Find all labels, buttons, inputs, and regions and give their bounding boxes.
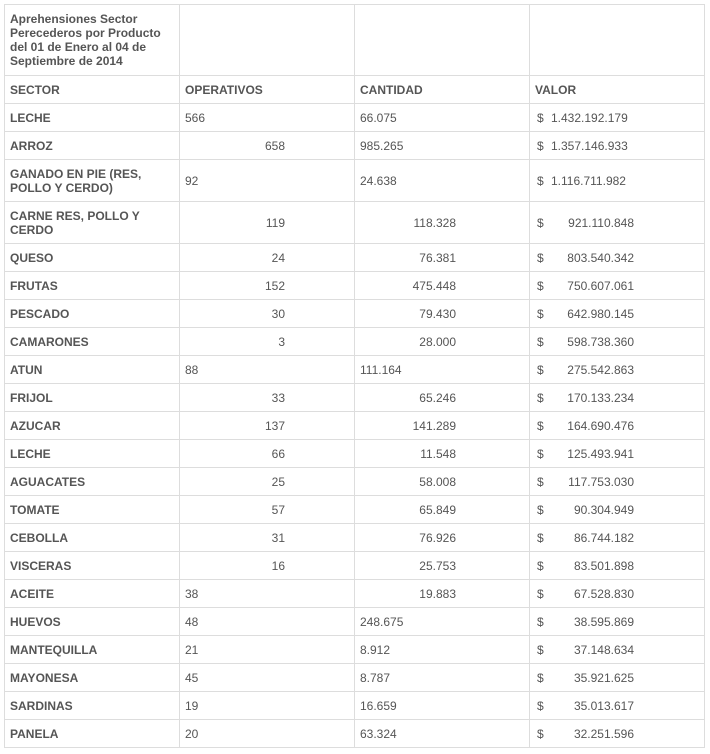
- valor-amount: 1.432.192.179: [551, 110, 628, 125]
- valor-amount: 598.738.360: [567, 334, 634, 349]
- currency-symbol: $: [537, 474, 544, 489]
- table-row: [5, 496, 705, 524]
- currency-symbol: $: [537, 558, 544, 573]
- sector-cell: TOMATE: [5, 496, 180, 524]
- table-row: [5, 384, 705, 412]
- valor-amount: 86.744.182: [573, 530, 634, 545]
- cantidad-cell: 79.430: [355, 300, 530, 328]
- valor-amount: 642.980.145: [567, 306, 634, 321]
- cantidad-cell: 248.675: [355, 608, 530, 636]
- sector-cell: ACEITE: [5, 580, 180, 608]
- valor-cell: [530, 132, 705, 160]
- cantidad-cell: 118.328: [355, 202, 530, 244]
- valor-amount: 32.251.596: [573, 726, 634, 741]
- table-title: Aprehensiones Sector Perecederos por Producto del 01 de Enero al 04 de Septiembre de 2014: [10, 12, 161, 68]
- valor-amount: 1.357.146.933: [551, 138, 628, 153]
- operativos-cell: 21: [180, 636, 355, 664]
- cantidad-cell: 475.448: [355, 272, 530, 300]
- cantidad-cell: 111.164: [355, 356, 530, 384]
- operativos-cell: 25: [180, 468, 355, 496]
- currency-symbol: $: [537, 390, 544, 405]
- currency-symbol: $: [537, 642, 544, 657]
- table-row: [5, 468, 705, 496]
- table-row: [5, 202, 705, 244]
- valor-amount: 1.116.711.982: [551, 173, 626, 188]
- valor-cell: [530, 384, 705, 412]
- valor-amount: 750.607.061: [567, 278, 634, 293]
- sector-cell: FRUTAS: [5, 272, 180, 300]
- table-row: [5, 300, 705, 328]
- valor-cell: [530, 692, 705, 720]
- sector-cell: AGUACATES: [5, 468, 180, 496]
- operativos-cell: 45: [180, 664, 355, 692]
- cantidad-cell: 25.753: [355, 552, 530, 580]
- title-row: [5, 5, 705, 76]
- sector-cell: AZUCAR: [5, 412, 180, 440]
- table-row: [5, 636, 705, 664]
- cantidad-cell: 985.265: [355, 132, 530, 160]
- sector-cell: QUESO: [5, 244, 180, 272]
- currency-symbol: $: [537, 306, 544, 321]
- currency-symbol: $: [537, 586, 544, 601]
- cantidad-cell: 24.638: [355, 160, 530, 202]
- table-row: [5, 720, 705, 748]
- valor-amount: 170.133.234: [567, 390, 634, 405]
- operativos-cell: 3: [180, 328, 355, 356]
- valor-cell: [530, 608, 705, 636]
- table-row: [5, 412, 705, 440]
- cantidad-cell: 76.926: [355, 524, 530, 552]
- valor-cell: [530, 328, 705, 356]
- sector-cell: FRIJOL: [5, 384, 180, 412]
- currency-symbol: $: [537, 502, 544, 517]
- table-row: [5, 272, 705, 300]
- sector-cell: MAYONESA: [5, 664, 180, 692]
- valor-cell: [530, 104, 705, 132]
- currency-symbol: $: [537, 334, 544, 349]
- valor-amount: 38.595.869: [573, 614, 634, 629]
- valor-amount: 117.753.030: [568, 474, 634, 489]
- currency-symbol: $: [537, 530, 544, 545]
- currency-symbol: $: [537, 670, 544, 685]
- sector-cell: MANTEQUILLA: [5, 636, 180, 664]
- cantidad-cell: 8.912: [355, 636, 530, 664]
- operativos-cell: 19: [180, 692, 355, 720]
- valor-cell: [530, 496, 705, 524]
- table-title-cell: [5, 5, 180, 76]
- operativos-cell: 38: [180, 580, 355, 608]
- valor-cell: [530, 664, 705, 692]
- operativos-cell: 20: [180, 720, 355, 748]
- empty-title-cell: [530, 5, 705, 76]
- sector-cell: VISCERAS: [5, 552, 180, 580]
- operativos-cell: 66: [180, 440, 355, 468]
- empty-title-cell: [180, 5, 355, 76]
- cantidad-cell: 65.246: [355, 384, 530, 412]
- table-row: [5, 440, 705, 468]
- valor-cell: [530, 468, 705, 496]
- cantidad-cell: 11.548: [355, 440, 530, 468]
- valor-cell: [530, 524, 705, 552]
- table-row: [5, 356, 705, 384]
- currency-symbol: $: [537, 362, 544, 377]
- table-row: [5, 580, 705, 608]
- currency-symbol: $: [537, 726, 544, 741]
- operativos-cell: 24: [180, 244, 355, 272]
- operativos-cell: 658: [180, 132, 355, 160]
- valor-amount: 90.304.949: [573, 502, 634, 517]
- valor-cell: [530, 202, 705, 244]
- cantidad-cell: 66.075: [355, 104, 530, 132]
- operativos-cell: 137: [180, 412, 355, 440]
- operativos-cell: 92: [180, 160, 355, 202]
- valor-cell: [530, 636, 705, 664]
- valor-amount: 83.501.898: [573, 558, 634, 573]
- operativos-cell: 30: [180, 300, 355, 328]
- sector-cell: CARNE RES, POLLO Y CERDO: [5, 202, 180, 244]
- operativos-cell: 88: [180, 356, 355, 384]
- table-row: [5, 328, 705, 356]
- valor-cell: [530, 552, 705, 580]
- valor-cell: [530, 440, 705, 468]
- operativos-cell: 57: [180, 496, 355, 524]
- table-row: [5, 552, 705, 580]
- cantidad-cell: 76.381: [355, 244, 530, 272]
- cantidad-cell: 16.659: [355, 692, 530, 720]
- valor-cell: [530, 412, 705, 440]
- operativos-cell: 33: [180, 384, 355, 412]
- sector-cell: ARROZ: [5, 132, 180, 160]
- valor-cell: [530, 356, 705, 384]
- table-row: [5, 132, 705, 160]
- cantidad-cell: 8.787: [355, 664, 530, 692]
- currency-symbol: $: [537, 614, 544, 629]
- sector-cell: SARDINAS: [5, 692, 180, 720]
- table-row: [5, 692, 705, 720]
- table-row: [5, 244, 705, 272]
- currency-symbol: $: [537, 138, 544, 153]
- valor-cell: [530, 300, 705, 328]
- valor-amount: 35.013.617: [573, 698, 634, 713]
- header-row: [5, 76, 705, 104]
- currency-symbol: $: [537, 250, 544, 265]
- sector-cell: ATUN: [5, 356, 180, 384]
- cantidad-cell: 65.849: [355, 496, 530, 524]
- valor-amount: 67.528.830: [573, 586, 634, 601]
- valor-amount: 275.542.863: [567, 362, 634, 377]
- sector-cell: HUEVOS: [5, 608, 180, 636]
- cantidad-cell: 63.324: [355, 720, 530, 748]
- header-sector: SECTOR: [5, 76, 180, 104]
- table-row: [5, 104, 705, 132]
- operativos-cell: 119: [180, 202, 355, 244]
- valor-amount: 37.148.634: [573, 642, 634, 657]
- valor-amount: 35.921.625: [573, 670, 634, 685]
- sector-cell: PANELA: [5, 720, 180, 748]
- operativos-cell: 152: [180, 272, 355, 300]
- cantidad-cell: 141.289: [355, 412, 530, 440]
- operativos-cell: 566: [180, 104, 355, 132]
- valor-cell: [530, 580, 705, 608]
- aprehensiones-table: [4, 4, 705, 748]
- sector-cell: CAMARONES: [5, 328, 180, 356]
- table-row: [5, 608, 705, 636]
- valor-cell: [530, 720, 705, 748]
- cantidad-cell: 28.000: [355, 328, 530, 356]
- valor-cell: [530, 160, 705, 202]
- currency-symbol: $: [537, 418, 544, 433]
- cantidad-cell: 19.883: [355, 580, 530, 608]
- header-operativos: OPERATIVOS: [180, 76, 355, 104]
- currency-symbol: $: [537, 278, 544, 293]
- operativos-cell: 31: [180, 524, 355, 552]
- currency-symbol: $: [537, 110, 544, 125]
- table-row: [5, 524, 705, 552]
- sector-cell: GANADO EN PIE (RES, POLLO Y CERDO): [5, 160, 180, 202]
- currency-symbol: $: [537, 446, 544, 461]
- currency-symbol: $: [537, 698, 544, 713]
- header-cantidad: CANTIDAD: [355, 76, 530, 104]
- header-valor: VALOR: [530, 76, 705, 104]
- valor-cell: [530, 272, 705, 300]
- cantidad-cell: 58.008: [355, 468, 530, 496]
- valor-amount: 921.110.848: [568, 215, 634, 230]
- currency-symbol: $: [537, 173, 544, 188]
- sector-cell: CEBOLLA: [5, 524, 180, 552]
- valor-amount: 803.540.342: [567, 250, 634, 265]
- sector-cell: LECHE: [5, 104, 180, 132]
- valor-amount: 125.493.941: [567, 446, 634, 461]
- operativos-cell: 48: [180, 608, 355, 636]
- table-row: [5, 664, 705, 692]
- sector-cell: LECHE: [5, 440, 180, 468]
- valor-cell: [530, 244, 705, 272]
- currency-symbol: $: [537, 215, 544, 230]
- valor-amount: 164.690.476: [567, 418, 634, 433]
- table-row: [5, 160, 705, 202]
- operativos-cell: 16: [180, 552, 355, 580]
- sector-cell: PESCADO: [5, 300, 180, 328]
- empty-title-cell: [355, 5, 530, 76]
